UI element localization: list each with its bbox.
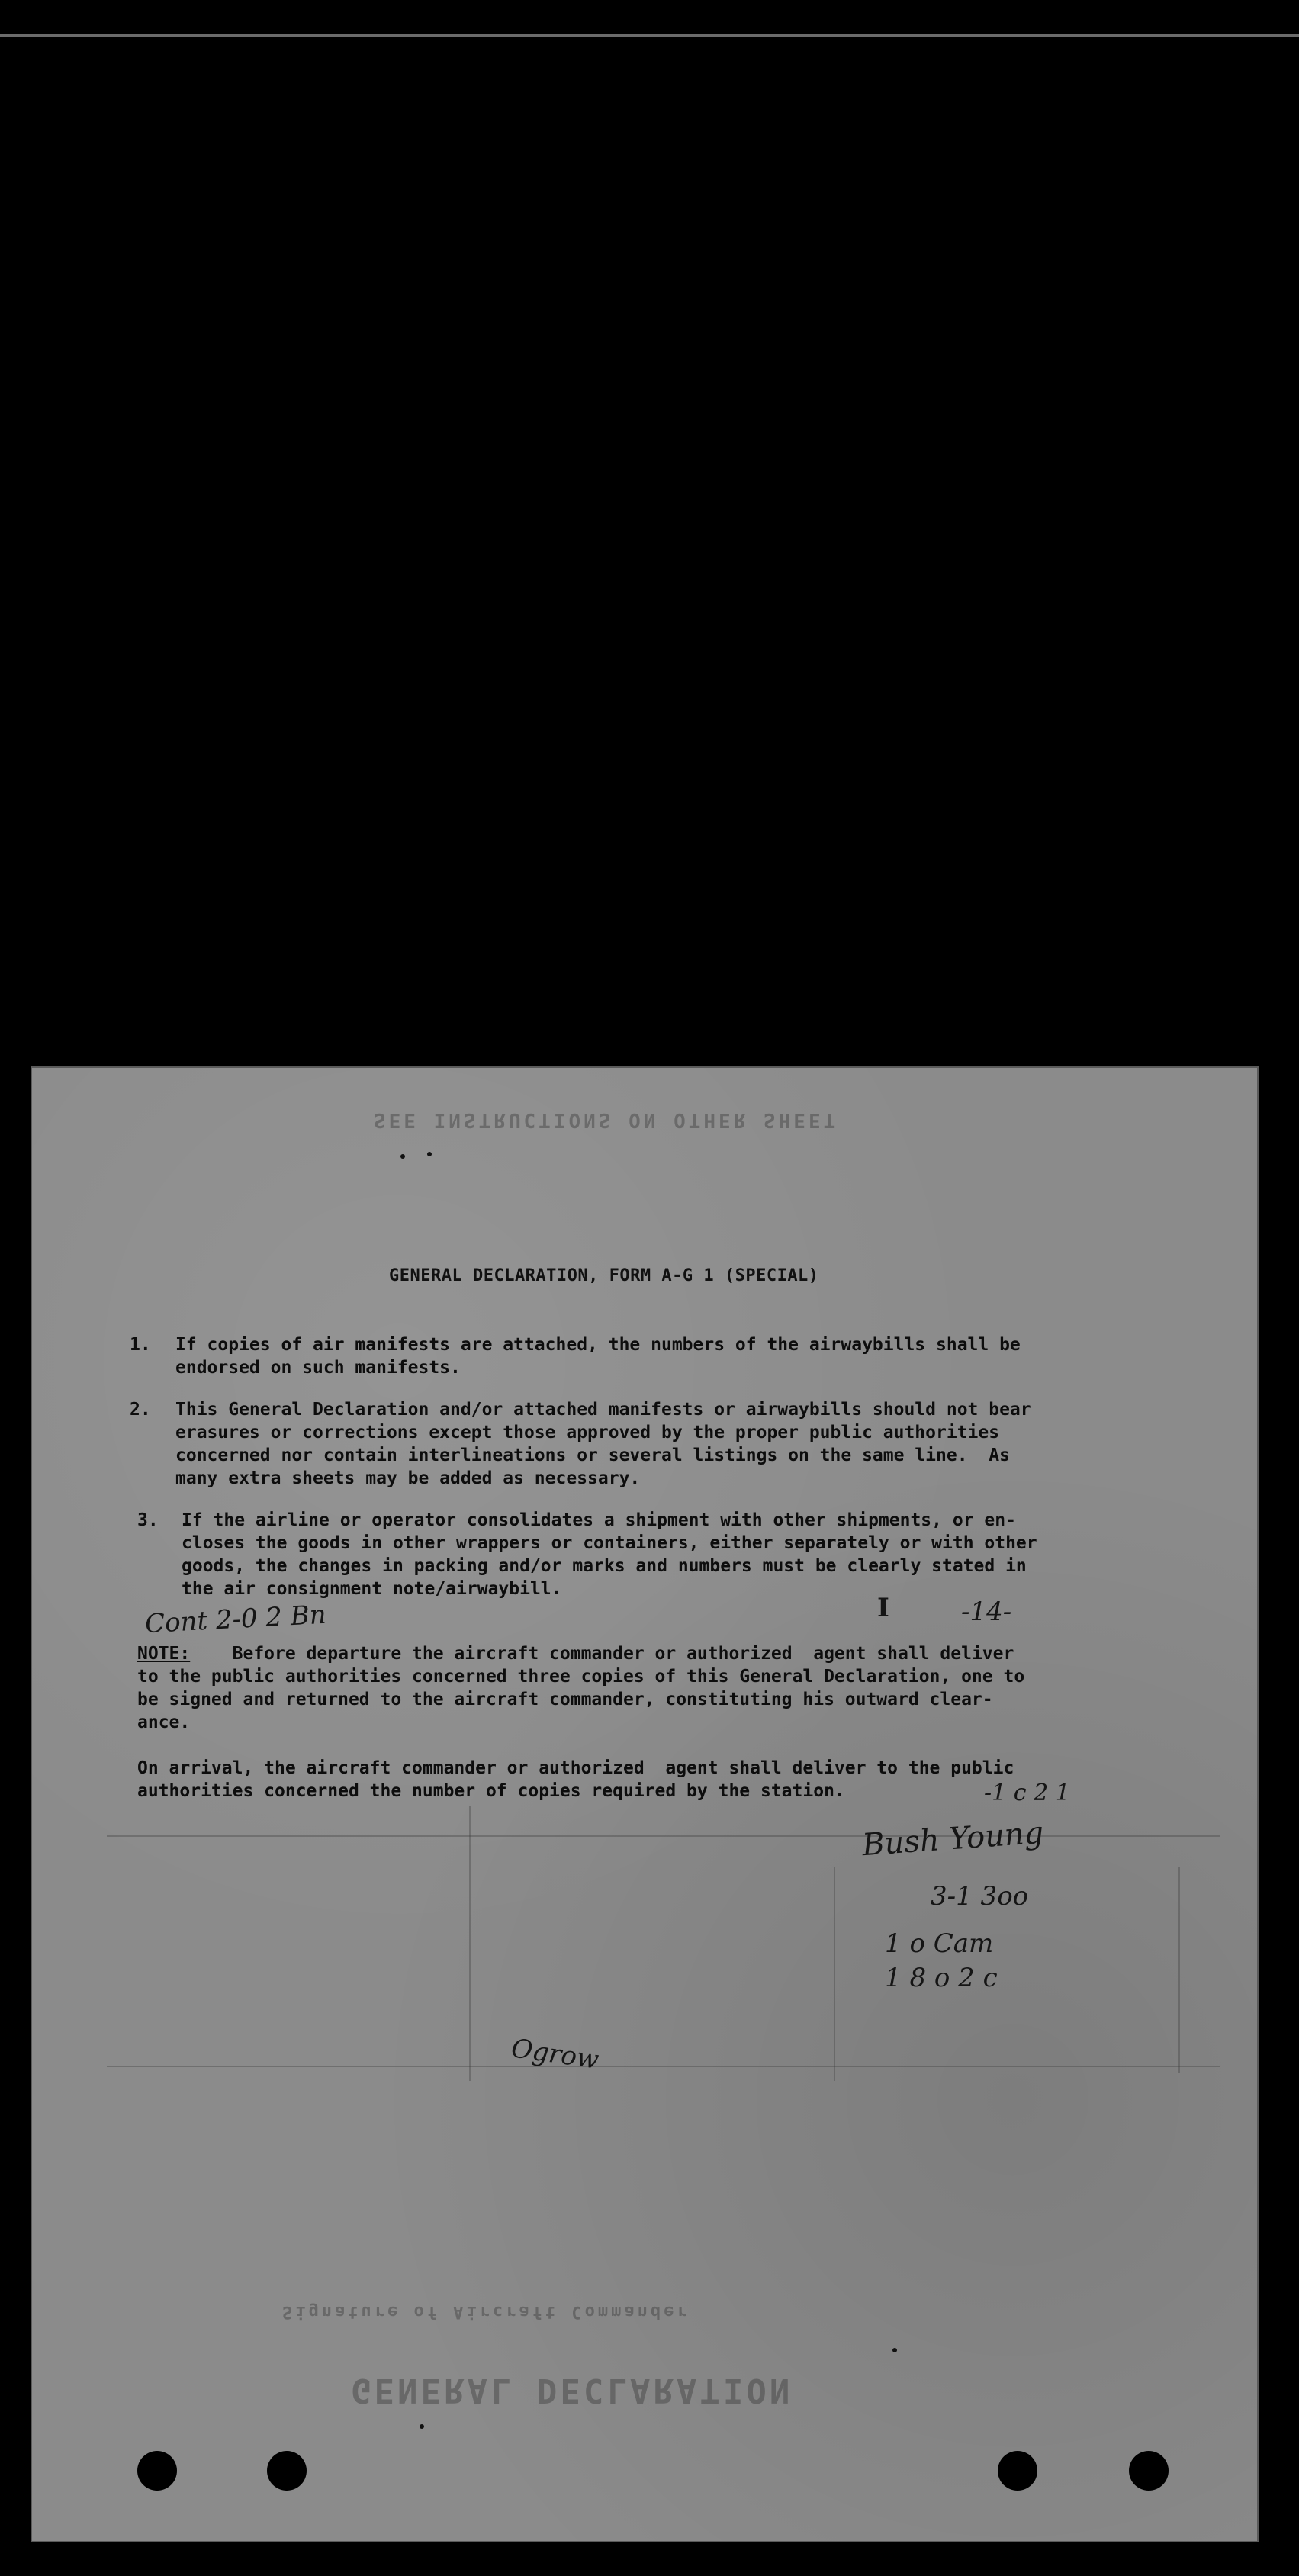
document-page — [31, 1066, 1259, 2542]
ink-speck — [420, 2424, 424, 2429]
punch-hole — [137, 2451, 177, 2491]
bleed-through-text-bottom: GENERAL DECLARATION — [351, 2371, 793, 2410]
bleed-through-text-middle: Signature of Aircraft Commander — [282, 2302, 690, 2321]
item-number: 2. — [130, 1400, 151, 1420]
item-text: This General Declaration and/or attached manifests or airwaybills should not bear erasures or corrections except those approved by the proper public authorities concerned nor contain interlineations or several listings on the same line. As many extra sheets may be added as necessary. — [175, 1400, 1031, 1488]
note-label: NOTE: — [137, 1644, 191, 1664]
document-title: GENERAL DECLARATION, FORM A-G 1 (SPECIAL) — [389, 1266, 819, 1285]
punch-hole — [267, 2451, 307, 2491]
ink-speck — [400, 1154, 405, 1159]
handwritten-note-left: Cont 2-0 2 Bn — [144, 1599, 327, 1640]
handwritten-line-2: 1 o Cam — [885, 1928, 994, 1959]
bleed-through-text-top: SEE INSTRUCTIONS ON OTHER SHEET — [374, 1108, 839, 1131]
ruled-line — [107, 2066, 1220, 2067]
item-number: 1. — [130, 1335, 151, 1355]
ruled-line — [834, 1867, 835, 2081]
ruled-line — [469, 1806, 471, 2081]
item-text: If the airline or operator consolidates a shipment with other shipments, or en- closes the goods in other wrappers or containers, either separately or with other goods, the changes in packing and/or marks and numbers must be clearly stated in the air consignment note/airwaybill. — [182, 1510, 1037, 1599]
ruled-line — [1178, 1867, 1180, 2073]
punch-hole — [998, 2451, 1037, 2491]
handwritten-line-1: 3-1 3oo — [931, 1881, 1029, 1912]
handwritten-bottom-note: Ogrow — [509, 2033, 601, 2076]
item-number: 3. — [137, 1510, 159, 1530]
arrival-paragraph: On arrival, the aircraft commander or authorized agent shall deliver to the public authorities concerned the number of copies required by the station. — [137, 1758, 1014, 1801]
ink-speck — [427, 1152, 432, 1156]
handwritten-note-right: -14- — [961, 1597, 1012, 1627]
note-text: Before departure the aircraft commander or authorized agent shall deliver to the public authorities concerned three copies of this General Declaration, one to be signed and returned to the aircraft commander, constituting his outward clear- ance. — [137, 1644, 1025, 1732]
item-text: If copies of air manifests are attached, the numbers of the airwaybills shall be endorsed on such manifests. — [175, 1335, 1021, 1378]
ruled-line — [107, 1835, 1220, 1837]
handwritten-roman-numeral: I — [877, 1593, 889, 1623]
film-edge-line — [0, 34, 1299, 37]
note-paragraph — [137, 1642, 1024, 1734]
handwritten-line-3: 1 8 o 2 c — [885, 1963, 998, 1993]
punch-hole — [1129, 2451, 1169, 2491]
ink-speck — [892, 2348, 897, 2352]
handwritten-date-fragment: -1 c 2 1 — [984, 1780, 1070, 1806]
handwritten-signature: Bush Young — [860, 1815, 1045, 1864]
